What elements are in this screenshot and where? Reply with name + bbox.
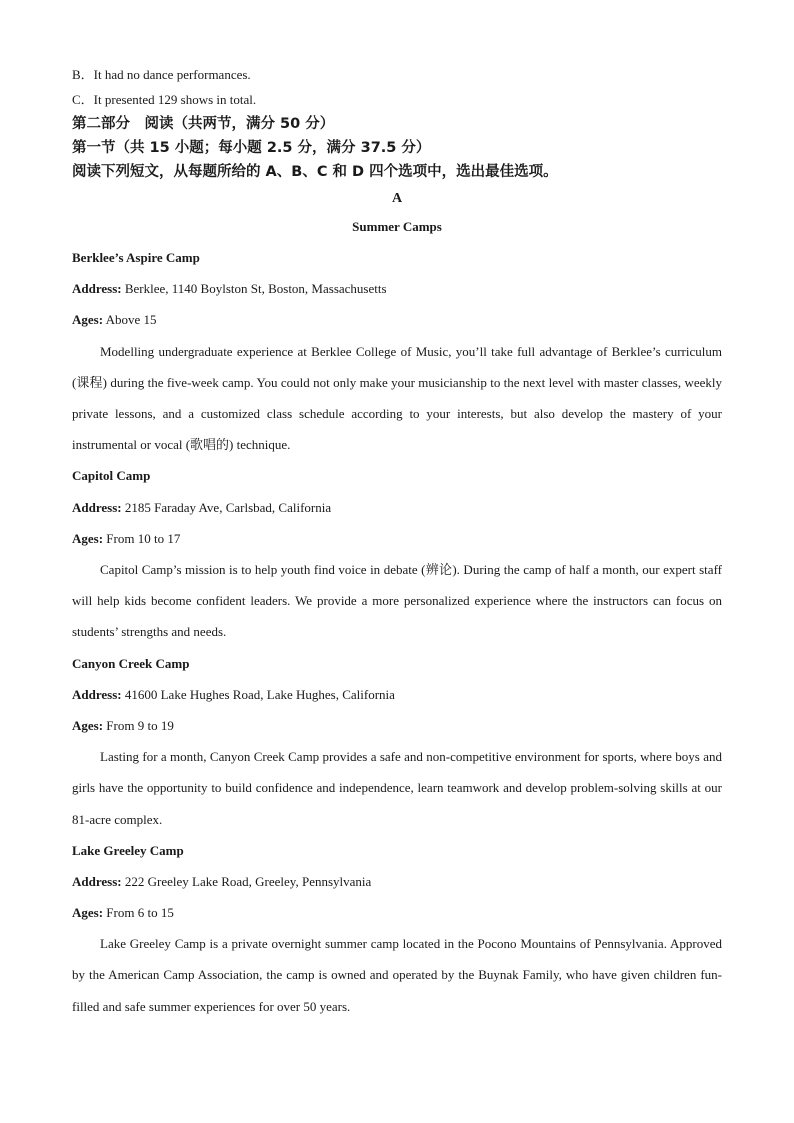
address-value: Berklee, 1140 Boylston St, Boston, Massachusetts [124, 281, 387, 297]
option-letter: C． [72, 92, 94, 107]
camp-ages [72, 523, 722, 554]
address-label: Address: [72, 873, 122, 889]
camp-description: Lake Greeley Camp is a private overnight summer camp located in the Pocono Mountains of Pennsylvania. Approved by the American Camp Association, the camp is owned and operated by the Buynak Family, who have given children fun-filled and safe summer experiences for over 50 years. [72, 936, 722, 1014]
ages-label: Ages: [72, 905, 104, 921]
camp-ages [72, 710, 722, 741]
option-text: It presented 129 shows in total. [93, 92, 257, 107]
camp-ages [72, 304, 722, 335]
ages-value: Above 15 [105, 312, 157, 328]
address-value: 222 Greeley Lake Road, Greeley, Pennsylvania [124, 873, 372, 889]
camp-name: Lake Greeley Camp [72, 842, 184, 858]
option-c [72, 87, 722, 112]
address-label: Address: [72, 686, 122, 702]
camp-description: Modelling undergraduate experience at Berklee College of Music, you’ll take full advantage of Berklee’s curriculum (课程) during the five-week camp. You could not only make your musicianship to the next level with master classes, weekly private lessons, and a customized class schedule according to your interests, but also develop the mastery of your instrumental or vocal (歌唱的) technique. [72, 343, 722, 453]
section-part-heading: 第二部分 阅读（共两节，满分 50 分） [72, 116, 335, 132]
camp-description: Capitol Camp’s mission is to help youth find voice in debate (辨论). During the camp of half a month, our expert staff will help kids become confident leaders. We provide a more personalized experience where the instructors can focus on students’ strengths and needs. [72, 561, 722, 640]
camp-entry [72, 648, 722, 835]
ages-value: From 9 to 19 [106, 717, 174, 733]
camp-name: Canyon Creek Camp [72, 655, 190, 671]
exam-page [72, 62, 722, 1022]
section-instruction: 阅读下列短文，从每题所给的 A、B、C 和 D 四个选项中，选出最佳选项。 [72, 164, 558, 180]
option-b [72, 62, 722, 87]
passage-title: Summer Camps [352, 219, 442, 234]
option-text: It had no dance performances. [93, 67, 251, 82]
camp-entry [72, 460, 722, 647]
camp-address [72, 273, 722, 304]
camp-address [72, 492, 722, 523]
ages-label: Ages: [72, 717, 104, 733]
camp-entry [72, 242, 722, 460]
camp-address [72, 866, 722, 897]
ages-label: Ages: [72, 530, 104, 546]
address-label: Address: [72, 281, 122, 297]
address-value: 2185 Faraday Ave, Carlsbad, California [124, 499, 332, 515]
camp-entry [72, 835, 722, 1022]
camp-description: Lasting for a month, Canyon Creek Camp provides a safe and non-competitive environment for sports, where boys and girls have the opportunity to build confidence and independence, learn teamwork and develop problem-solving skills at our 81-acre complex. [72, 749, 722, 827]
section-subsection-heading: 第一节（共 15 小题；每小题 2.5 分，满分 37.5 分） [72, 140, 431, 156]
ages-value: From 6 to 15 [106, 905, 174, 921]
address-value: 41600 Lake Hughes Road, Lake Hughes, California [124, 686, 395, 702]
camp-name: Berklee’s Aspire Camp [72, 250, 200, 265]
option-letter: B． [72, 67, 94, 82]
camp-name: Capitol Camp [72, 468, 151, 484]
ages-label: Ages: [72, 312, 104, 328]
camp-address [72, 679, 722, 710]
camp-ages [72, 897, 722, 928]
address-label: Address: [72, 499, 122, 515]
ages-value: From 10 to 17 [106, 530, 181, 546]
passage-letter: A [391, 191, 403, 206]
